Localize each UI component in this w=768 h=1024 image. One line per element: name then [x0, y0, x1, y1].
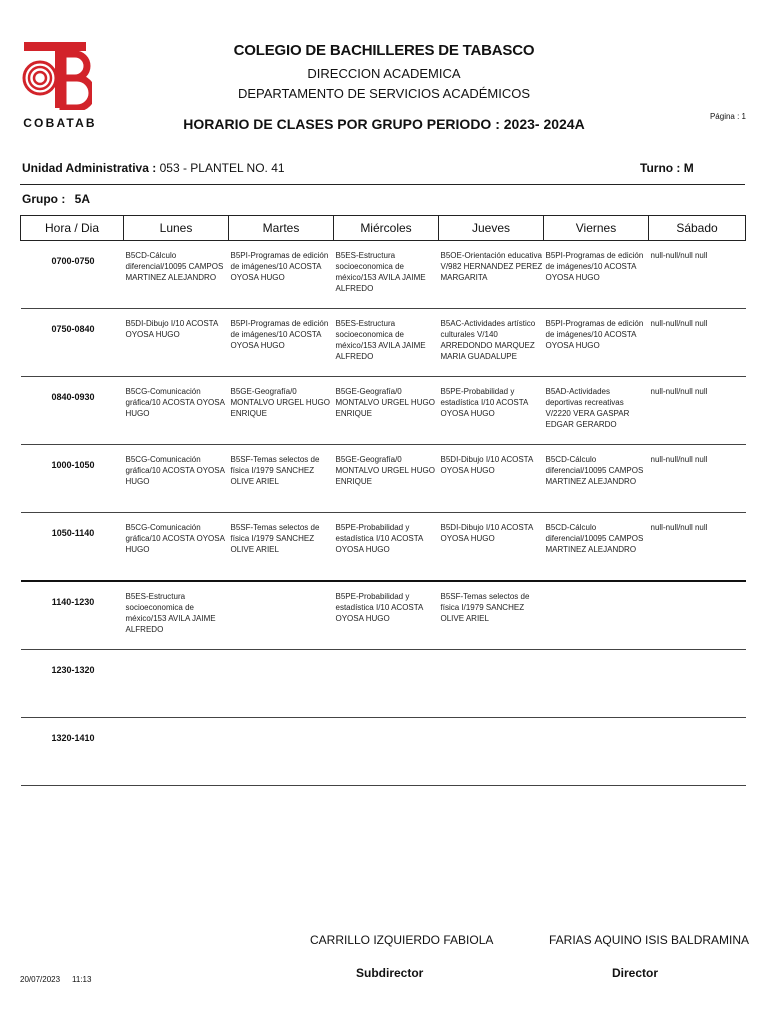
hour-cell: 0750-0840 [21, 309, 124, 377]
class-cell: B5DI-Dibujo I/10 ACOSTA OYOSA HUGO [439, 513, 544, 582]
class-cell: B5SF-Temas selectos de física I/1979 SANCHEZ OLIVE ARIEL [229, 445, 334, 513]
class-cell [124, 718, 229, 786]
group-info [22, 192, 90, 206]
column-header-friday: Viernes [544, 216, 649, 241]
shift-value: M [683, 161, 694, 175]
table-row [21, 581, 746, 650]
class-cell [649, 718, 746, 786]
class-cell: B5CD-Cálculo diferencial/10095 CAMPOS MARTINEZ ALEJANDRO [544, 445, 649, 513]
column-header-hour: Hora / Dia [21, 216, 124, 241]
table-row [21, 309, 746, 377]
shift-label: Turno : [640, 161, 681, 175]
table-row [21, 650, 746, 718]
class-cell: null-null/null null [649, 513, 746, 582]
schedule-table [20, 215, 746, 786]
class-cell: B5PE-Probabilidad y estadística I/10 ACOSTA OYOSA HUGO [439, 377, 544, 445]
document-title: HORARIO DE CLASES POR GRUPO PERIODO : 2023- 2024A [183, 116, 585, 132]
subdirector-name: CARRILLO IZQUIERDO FABIOLA [310, 933, 494, 947]
class-cell: null-null/null null [649, 309, 746, 377]
page-number: 1 [741, 112, 746, 121]
class-cell [229, 650, 334, 718]
class-cell: B5ES-Estructura socioeconomica de méxico/153 AVILA JAIME ALFREDO [334, 241, 439, 309]
class-cell [544, 650, 649, 718]
class-cell: B5PE-Probabilidad y estadística I/10 ACOSTA OYOSA HUGO [334, 513, 439, 582]
page-label: Página : [709, 112, 740, 121]
unit-label: Unidad Administrativa : [22, 161, 157, 175]
class-cell [229, 581, 334, 650]
class-cell: null-null/null null [649, 241, 746, 309]
class-cell [439, 718, 544, 786]
class-cell [124, 650, 229, 718]
director-name: FARIAS AQUINO ISIS BALDRAMINA [549, 933, 750, 947]
class-cell: B5PE-Probabilidad y estadística I/10 ACOSTA OYOSA HUGO [334, 581, 439, 650]
hour-cell: 0700-0750 [21, 241, 124, 309]
class-cell: B5AC-Actividades artístico culturales V/140 ARREDONDO MARQUEZ MARIA GUADALUPE [439, 309, 544, 377]
table-row [21, 718, 746, 786]
class-cell [334, 718, 439, 786]
class-cell: B5OE-Orientación educativa V/982 HERNANDEZ PEREZ MARGARITA [439, 241, 544, 309]
hour-cell: 0840-0930 [21, 377, 124, 445]
group-value: 5A [74, 192, 91, 206]
director-role: Director [612, 966, 659, 980]
school-name: COLEGIO DE BACHILLERES DE TABASCO [233, 42, 535, 59]
class-cell: B5PI-Programas de edición de imágenes/10 ACOSTA OYOSA HUGO [229, 309, 334, 377]
subdirector-role: Subdirector [356, 966, 424, 980]
class-cell: B5CG-Comunicación gráfica/10 ACOSTA OYOSA HUGO [124, 377, 229, 445]
class-cell: B5SF-Temas selectos de física I/1979 SANCHEZ OLIVE ARIEL [439, 581, 544, 650]
class-cell: B5PI-Programas de edición de imágenes/10 ACOSTA OYOSA HUGO [544, 309, 649, 377]
hour-cell: 1000-1050 [21, 445, 124, 513]
class-cell: B5ES-Estructura socioeconomica de méxico/153 AVILA JAIME ALFREDO [124, 581, 229, 650]
class-cell: null-null/null null [649, 445, 746, 513]
class-cell [229, 718, 334, 786]
class-cell: B5GE-Geografía/0 MONTALVO URGEL HUGO ENRIQUE [229, 377, 334, 445]
hour-cell: 1140-1230 [21, 581, 124, 650]
class-cell [544, 718, 649, 786]
table-row [21, 513, 746, 582]
class-cell [649, 581, 746, 650]
class-cell [334, 650, 439, 718]
class-cell: B5PI-Programas de edición de imágenes/10 ACOSTA OYOSA HUGO [229, 241, 334, 309]
page-indicator [710, 112, 746, 121]
class-cell: B5ES-Estructura socioeconomica de méxico/153 AVILA JAIME ALFREDO [334, 309, 439, 377]
table-row [21, 445, 746, 513]
class-cell: B5PI-Programas de edición de imágenes/10 ACOSTA OYOSA HUGO [544, 241, 649, 309]
hour-cell: 1050-1140 [21, 513, 124, 582]
table-header-row [21, 216, 746, 241]
department-name: DEPARTAMENTO DE SERVICIOS ACADÉMICOS [237, 86, 531, 101]
divider [20, 184, 745, 185]
table-row [21, 241, 746, 309]
unit-info [22, 161, 285, 175]
class-cell: B5CD-Cálculo diferencial/10095 CAMPOS MARTINEZ ALEJANDRO [544, 513, 649, 582]
column-header-tuesday: Martes [229, 216, 334, 241]
class-cell [544, 581, 649, 650]
logo-wordmark: COBATAB [23, 116, 97, 130]
unit-value: 053 - PLANTEL NO. 41 [159, 161, 285, 175]
hour-cell: 1230-1320 [21, 650, 124, 718]
class-cell: B5AD-Actividades deportivas recreativas V/2220 VERA GASPAR EDGAR GERARDO [544, 377, 649, 445]
column-header-thursday: Jueves [439, 216, 544, 241]
group-label: Grupo : [22, 192, 66, 206]
class-cell: B5GE-Geografía/0 MONTALVO URGEL HUGO ENRIQUE [334, 377, 439, 445]
class-cell: B5GE-Geografía/0 MONTALVO URGEL HUGO ENRIQUE [334, 445, 439, 513]
hour-cell: 1320-1410 [21, 718, 124, 786]
table-row [21, 377, 746, 445]
column-header-wednesday: Miércoles [334, 216, 439, 241]
class-cell: B5DI-Dibujo I/10 ACOSTA OYOSA HUGO [124, 309, 229, 377]
class-cell: B5DI-Dibujo I/10 ACOSTA OYOSA HUGO [439, 445, 544, 513]
class-cell: null-null/null null [649, 377, 746, 445]
class-cell [649, 650, 746, 718]
class-cell: B5CD-Cálculo diferencial/10095 CAMPOS MARTINEZ ALEJANDRO [124, 241, 229, 309]
shift-info [640, 161, 694, 175]
class-cell: B5SF-Temas selectos de física I/1979 SANCHEZ OLIVE ARIEL [229, 513, 334, 582]
direction-name: DIRECCION ACADEMICA [307, 66, 461, 81]
class-cell [439, 650, 544, 718]
print-time: 11:13 [72, 975, 92, 984]
class-cell: B5CG-Comunicación gráfica/10 ACOSTA OYOSA HUGO [124, 513, 229, 582]
column-header-saturday: Sábado [649, 216, 746, 241]
print-date: 20/07/2023 [20, 975, 61, 984]
class-cell: B5CG-Comunicación gráfica/10 ACOSTA OYOSA HUGO [124, 445, 229, 513]
column-header-monday: Lunes [124, 216, 229, 241]
